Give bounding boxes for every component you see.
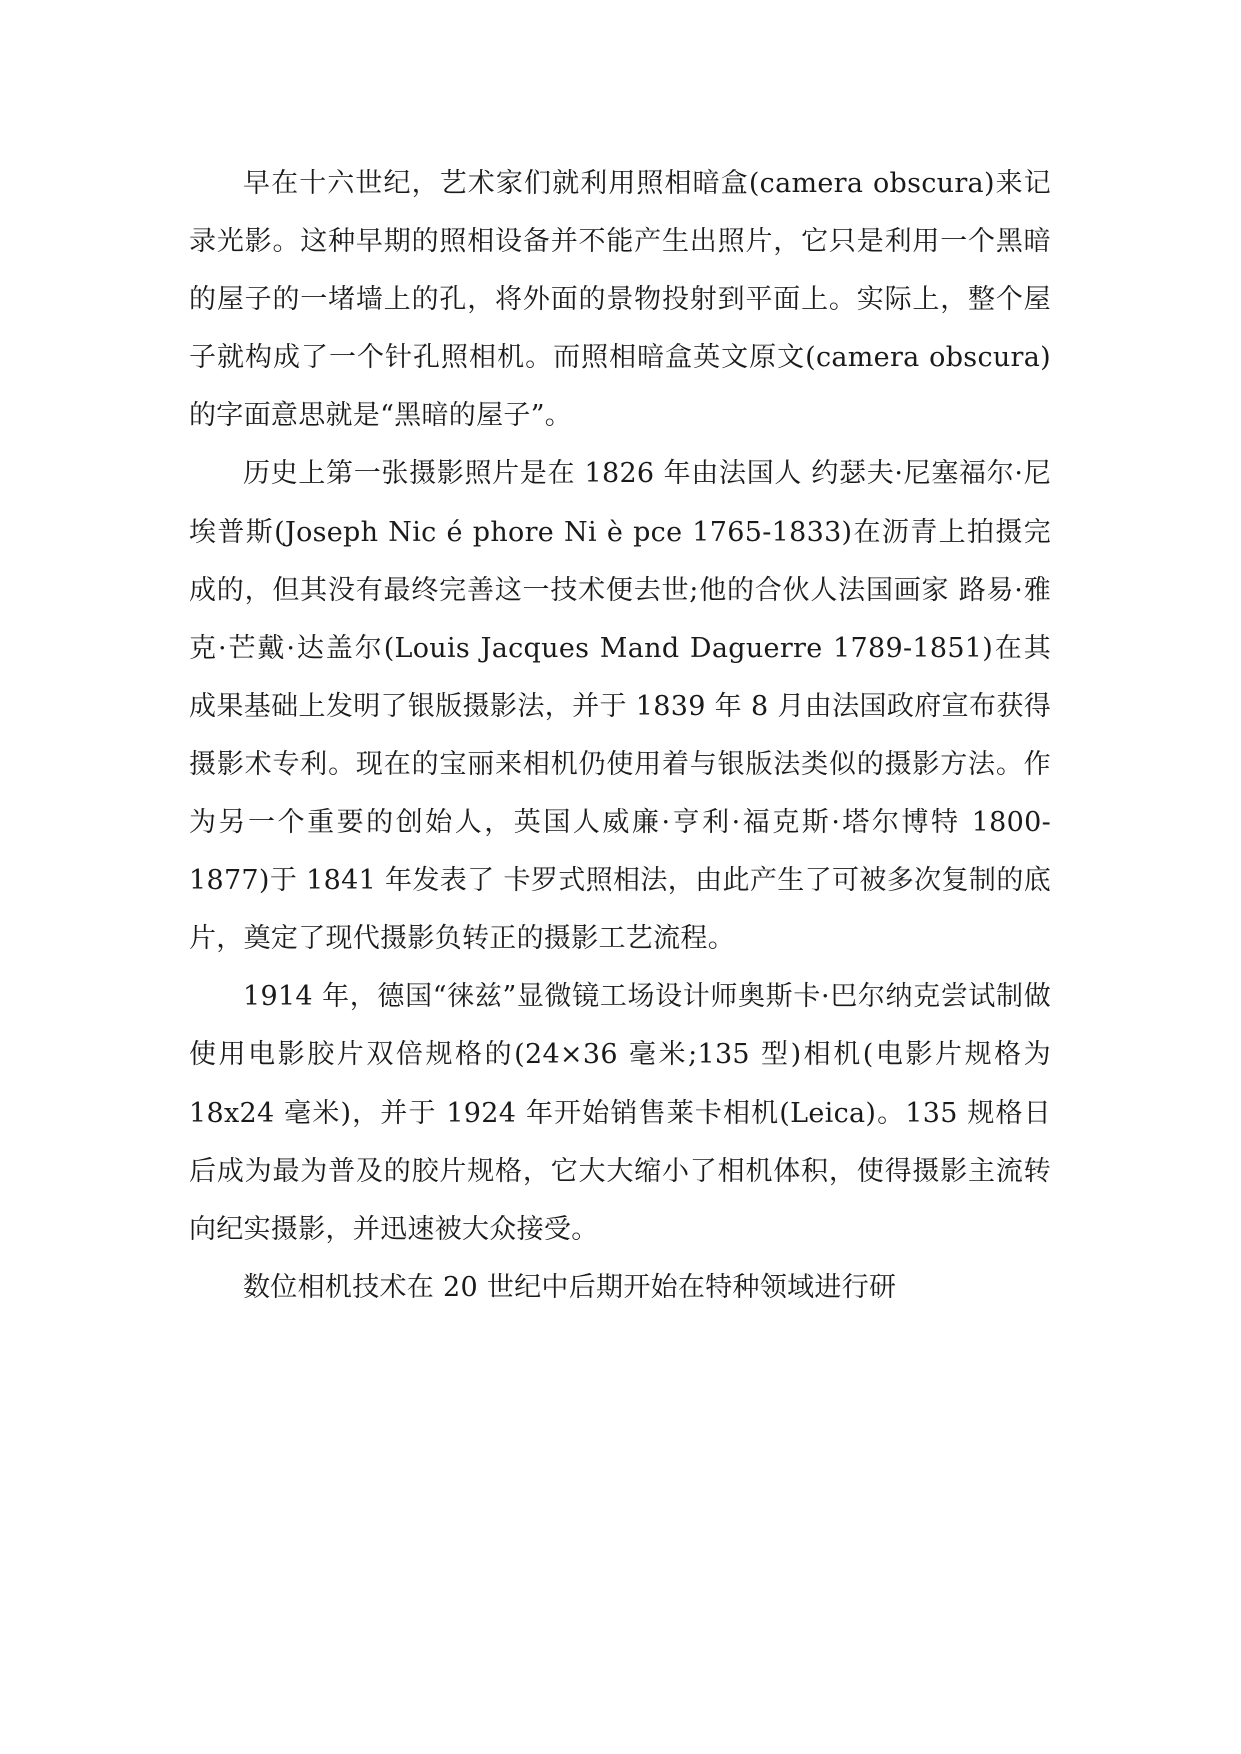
paragraph-digital-camera: 数位相机技术在 20 世纪中后期开始在特种领域进行研 xyxy=(243,1271,897,1303)
paragraph-leica-135: 1914 年，德国“徕兹”显微镜工场设计师奥斯卡·巴尔纳克尝试制做使用电影胶片双倍规格的(24×36 毫米;135 型)相机(电影片规格为 18x24 毫米)，并于 1924 年开始销售莱卡相机(Leica)。135 规格日后成为最为普及的胶片规格，它大大缩小了相机体积，使得摄影主流转向纪实摄影，并迅速被大众接受。 xyxy=(189,981,1051,1245)
paragraph-camera-obscura: 早在十六世纪，艺术家们就利用照相暗盒(camera obscura)来记录光影。这种早期的照相设备并不能产生出照片，它只是利用一个黑暗的屋子的一堵墙上的孔，将外面的景物投射到平面上。实际上，整个屋子就构成了一个针孔照相机。而照相暗盒英文原文(camera obscura)的字面意思就是“黑暗的屋子”。 xyxy=(189,168,1051,432)
document-body xyxy=(189,155,1051,1317)
paragraph-first-photograph: 历史上第一张摄影照片是在 1826 年由法国人 约瑟夫·尼塞福尔·尼埃普斯(Joseph Nic é phore Ni è pce 1765-1833)在沥青上拍摄完成的，但其没有最终完善这一技术便去世;他的合伙人法国画家 路易·雅克·芒戴·达盖尔(Louis Jacques Mand Daguerre 1789-1851)在其成果基础上发明了银版摄影法，并于 1839 年 8 月由法国政府宣布获得摄影术专利。现在的宝丽来相机仍使用着与银版法类似的摄影方法。作为另一个重要的创始人，英国人威廉·亨利·福克斯·塔尔博特 1800-1877)于 1841 年发表了 卡罗式照相法，由此产生了可被多次复制的底片，奠定了现代摄影负转正的摄影工艺流程。 xyxy=(189,458,1051,955)
